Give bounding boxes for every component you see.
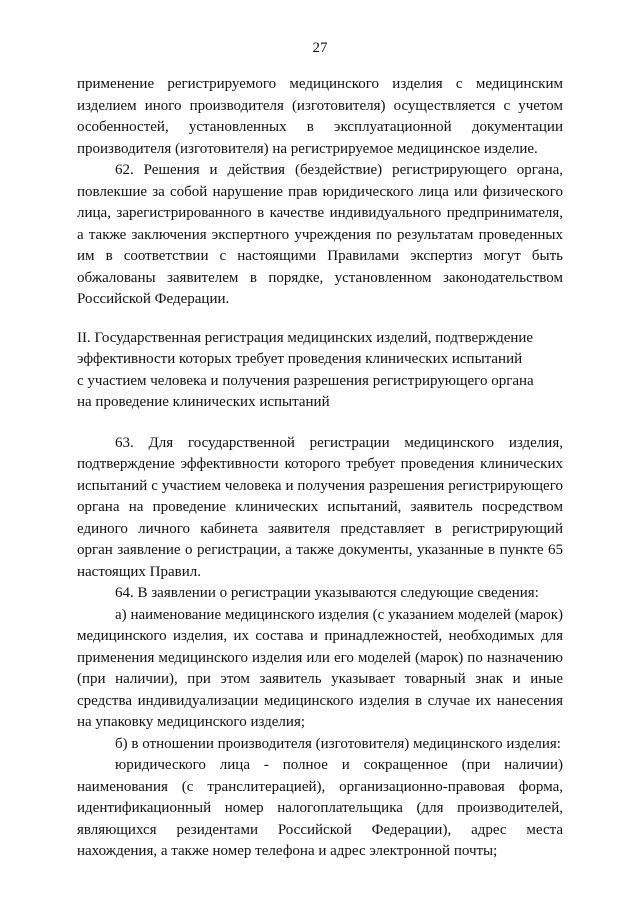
paragraph-64-b: б) в отношении производителя (изготовителя) медицинского изделия: — [115, 735, 561, 752]
paragraph-63: 63. Для государственной регистрации медицинского изделия, подтверждение эффективности которого требует проведения клинических испытаний с участием человека и получения разрешения регистрирующего органа на проведение клинических испытаний, заявитель посредством единого личного кабинета заявителя представляет в регистрирующий орган заявление о регистрации, а также документы, указанные в пункте 65 настоящих Правил. — [77, 434, 563, 580]
section-heading-line: на проведение клинических испытаний — [77, 394, 330, 410]
paragraph-legal-entity: юридического лица - полное и сокращенное (при наличии) наименования (с транслитерацией), организационно-правовая форма, идентификационный номер налогоплательщика (для производителей, являющихся резидентами Российской Федерации), адрес места нахождения, а также номер телефона и адрес электронной почты; — [77, 757, 563, 859]
section-heading — [77, 328, 563, 414]
paragraph-62: 62. Решения и действия (бездействие) регистрирующего органа, повлекшие за собой нарушение прав юридического лица или физического лица, зарегистрированного в качестве индивидуального предпринимателя, а также заключения экспертного учреждения по результатам проведенных им в соответствии с настоящими Правилами экспертиз могут быть обжалованы заявителем в порядке, установленном законодательством Российской Федерации. — [77, 162, 563, 307]
paragraph-64: 64. В заявлении о регистрации указываются следующие сведения: — [115, 585, 539, 601]
section-heading-line: II. Государственная регистрация медицинских изделий, подтверждение — [77, 329, 534, 346]
document-body — [77, 74, 563, 863]
page-number: 27 — [312, 40, 328, 56]
paragraph-continuation: применение регистрируемого медицинского изделия с медицинским изделием иного производителя (изготовителя) осуществляется с учетом особенностей, установленных в эксплуатационной документации производителя (изготовителя) на регистрируемое медицинское изделие. — [77, 76, 563, 157]
section-heading-line: эффективности которых требует проведения клинических испытаний — [77, 351, 523, 367]
section-heading-line: с участием человека и получения разрешения регистрирующего органа — [77, 372, 534, 389]
paragraph-64-a: а) наименование медицинского изделия (с указанием моделей (марок) медицинского изделия, их состава и принадлежностей, необходимых для применения медицинского изделия или его моделей (марок) по назначению (при наличии), при этом заявитель указывает товарный знак и иные средства индивидуализации медицинского изделия в случае их нанесения на упаковку медицинского изделия; — [77, 606, 563, 730]
